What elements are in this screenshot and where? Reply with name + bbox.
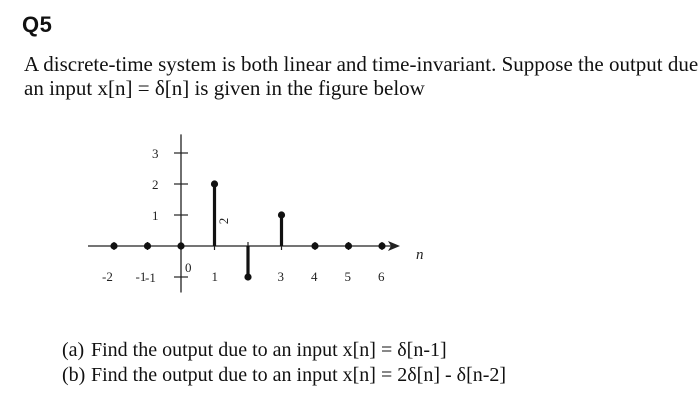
question-number: Q5 (22, 12, 53, 37)
part-a-text: Find the output due to an input x[n] = δ[n-1] (91, 339, 447, 361)
stem-point-n-2 (110, 242, 117, 249)
part-b-label: (b) (62, 364, 86, 386)
x-label-3: 3 (277, 269, 284, 284)
y-tick-label-2: 2 (152, 177, 159, 192)
x-label-4: 4 (311, 269, 318, 284)
stem-label-n2: 2 (216, 217, 231, 225)
stem-point-n3 (278, 211, 285, 218)
stem-point-n1 (211, 180, 218, 187)
x-label-6: 6 (378, 269, 385, 284)
x-label-neg1: -1 (135, 269, 147, 284)
plot-stems (110, 180, 385, 280)
question-parts (62, 338, 506, 388)
intro-line-2: an input x[n] = δ[n] is given in the figure below (24, 76, 425, 100)
x-label-neg2: -2 (102, 269, 113, 284)
stem-point-n0 (177, 242, 184, 249)
stem-point-n-1 (144, 242, 151, 249)
x-label-1: 1 (211, 269, 218, 284)
plot-labels (102, 146, 424, 285)
part-b-text: Find the output due to an input x[n] = 2δ[n] - δ[n-2] (91, 364, 507, 386)
x-label-origin: 0 (185, 260, 192, 275)
part-a (62, 338, 506, 363)
part-a-label: (a) (62, 339, 85, 361)
x-label-5: 5 (344, 269, 351, 284)
y-tick-label-1: 1 (152, 208, 159, 223)
part-b (62, 363, 506, 388)
stem-point-n4 (311, 242, 318, 249)
x-axis-variable: n (416, 247, 424, 263)
y-tick-label-3: 3 (152, 146, 159, 161)
intro-line-1: A discrete-time system is both linear and time-invariant. Suppose the output due (24, 52, 699, 76)
stem-point-n2 (244, 273, 251, 280)
y-tick-label-neg1: -1 (145, 270, 156, 285)
stem-point-n5 (345, 242, 352, 249)
stem-point-n6 (378, 242, 385, 249)
